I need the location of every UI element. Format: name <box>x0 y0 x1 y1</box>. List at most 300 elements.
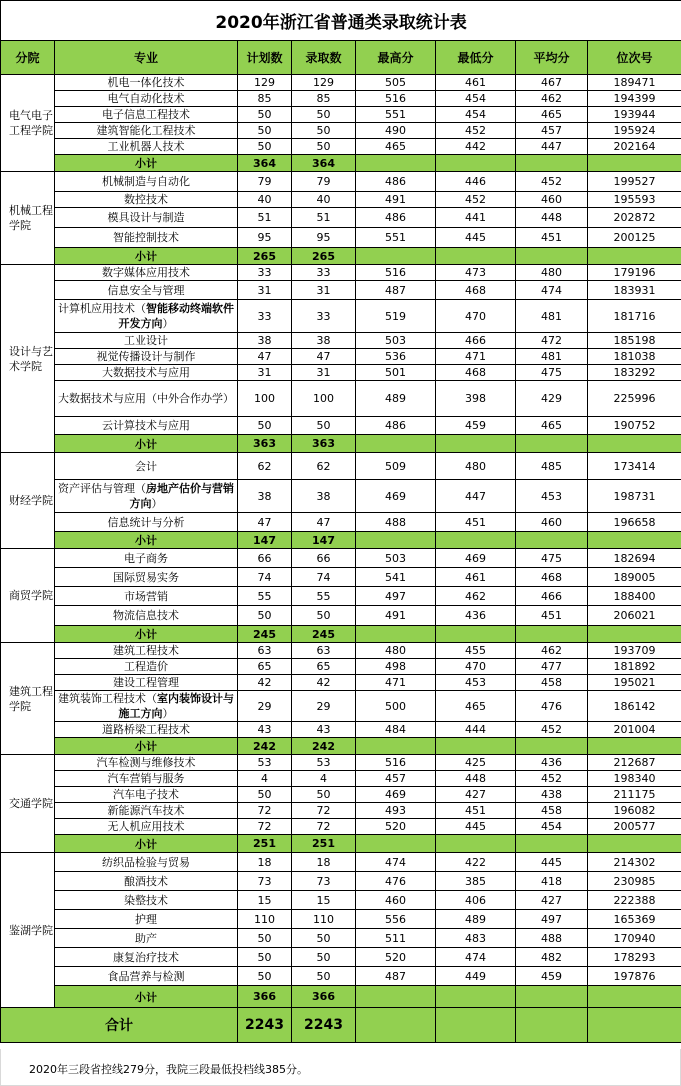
header-max-score: 最高分 <box>356 41 436 75</box>
table-row <box>1 228 681 248</box>
plan-count: 79 <box>238 172 292 192</box>
major-name-text: 新能源汽车技术 <box>107 804 185 817</box>
admitted-count: 55 <box>292 587 356 606</box>
rank-number: 202872 <box>588 208 681 228</box>
major-name-text: 酿酒技术 <box>124 874 168 888</box>
table-title: 2020年浙江省普通类录取统计表 <box>1 1 681 41</box>
major-name-text: 智能控制技术 <box>113 231 179 244</box>
avg-score: 497 <box>516 910 588 929</box>
rank-number: 170940 <box>588 929 681 948</box>
admitted-count: 50 <box>292 787 356 803</box>
major-name-text: 电子信息工程技术 <box>102 108 190 121</box>
plan-count: 15 <box>238 891 292 910</box>
table-row <box>1 513 681 532</box>
subtotal-empty <box>588 738 681 755</box>
major-name-text: 建设工程管理 <box>113 676 179 689</box>
subtotal-empty <box>516 835 588 853</box>
admitted-count: 33 <box>292 265 356 281</box>
rank-number: 197876 <box>588 967 681 986</box>
table-row <box>1 549 681 568</box>
major-name <box>55 365 238 381</box>
avg-score: 457 <box>516 123 588 139</box>
subtotal-empty <box>516 435 588 453</box>
table-row <box>1 172 681 192</box>
max-score: 488 <box>356 513 436 532</box>
major-name-text: 工业设计 <box>124 334 168 347</box>
subtotal-admitted: 265 <box>292 248 356 265</box>
subtotal-admitted: 366 <box>292 986 356 1008</box>
plan-count: 129 <box>238 75 292 91</box>
subtotal-row <box>1 435 681 453</box>
avg-score: 462 <box>516 91 588 107</box>
min-score: 436 <box>436 606 516 626</box>
table-row <box>1 349 681 365</box>
rank-number: 200125 <box>588 228 681 248</box>
admitted-count: 110 <box>292 910 356 929</box>
major-name-text: 电子商务 <box>124 551 168 565</box>
subtotal-empty <box>436 738 516 755</box>
plan-count: 50 <box>238 417 292 435</box>
max-score: 469 <box>356 787 436 803</box>
avg-score: 468 <box>516 568 588 587</box>
header-admitted: 录取数 <box>292 41 356 75</box>
min-score: 483 <box>436 929 516 948</box>
min-score: 466 <box>436 333 516 349</box>
major-direction: 室内装饰设计与施工方向 <box>118 692 234 720</box>
major-name <box>55 872 238 891</box>
table-row <box>1 803 681 819</box>
subtotal-admitted: 251 <box>292 835 356 853</box>
major-name-tail: ） <box>162 317 174 330</box>
major-name-text: 工程造价 <box>124 660 168 673</box>
plan-count: 50 <box>238 929 292 948</box>
subtotal-row <box>1 835 681 853</box>
max-score: 476 <box>356 872 436 891</box>
plan-count: 66 <box>238 549 292 568</box>
min-score: 444 <box>436 722 516 738</box>
rank-number: 196082 <box>588 803 681 819</box>
subtotal-label: 小计 <box>55 835 238 853</box>
max-score: 491 <box>356 606 436 626</box>
major-name-text: 汽车营销与服务 <box>107 772 185 785</box>
major-name <box>55 819 238 835</box>
avg-score: 418 <box>516 872 588 891</box>
avg-score: 460 <box>516 513 588 532</box>
table-row <box>1 300 681 333</box>
admitted-count: 50 <box>292 123 356 139</box>
major-name-text: 大数据技术与应用 <box>102 366 190 379</box>
major-name <box>55 910 238 929</box>
major-name-text: 纺织品检验与贸易 <box>102 855 190 869</box>
admitted-count: 47 <box>292 513 356 532</box>
plan-count: 50 <box>238 606 292 626</box>
plan-count: 38 <box>238 480 292 513</box>
major-name-text: 会计 <box>135 459 157 473</box>
table-row <box>1 192 681 208</box>
major-name-text: 信息统计与分析 <box>107 515 185 529</box>
min-score: 462 <box>436 587 516 606</box>
subtotal-empty <box>588 626 681 643</box>
avg-score: 453 <box>516 480 588 513</box>
table-row <box>1 417 681 435</box>
rank-number: 195021 <box>588 675 681 691</box>
min-score: 442 <box>436 139 516 155</box>
major-name-text: 信息安全与管理 <box>107 283 185 297</box>
avg-score: 459 <box>516 967 588 986</box>
admitted-count: 63 <box>292 643 356 659</box>
rank-number: 199527 <box>588 172 681 192</box>
rank-number: 186142 <box>588 691 681 722</box>
table-row <box>1 453 681 480</box>
admitted-count: 29 <box>292 691 356 722</box>
header-plan: 计划数 <box>238 41 292 75</box>
subtotal-empty <box>436 155 516 172</box>
major-name <box>55 643 238 659</box>
avg-score: 476 <box>516 691 588 722</box>
plan-count: 50 <box>238 967 292 986</box>
subtotal-empty <box>588 532 681 549</box>
avg-score: 448 <box>516 208 588 228</box>
admitted-count: 51 <box>292 208 356 228</box>
college-name: 财经学院 <box>1 453 55 549</box>
rank-number: 178293 <box>588 948 681 967</box>
admitted-count: 33 <box>292 300 356 333</box>
major-name <box>55 787 238 803</box>
admitted-count: 50 <box>292 929 356 948</box>
avg-score: 467 <box>516 75 588 91</box>
major-name <box>55 91 238 107</box>
major-name <box>55 75 238 91</box>
admitted-count: 50 <box>292 606 356 626</box>
table-row <box>1 787 681 803</box>
max-score: 519 <box>356 300 436 333</box>
min-score: 445 <box>436 819 516 835</box>
table-row <box>1 929 681 948</box>
max-score: 541 <box>356 568 436 587</box>
max-score: 516 <box>356 755 436 771</box>
major-name-tail: ） <box>162 707 174 720</box>
major-name-tail: ） <box>151 497 163 510</box>
table-row <box>1 381 681 417</box>
admitted-count: 42 <box>292 675 356 691</box>
avg-score: 466 <box>516 587 588 606</box>
min-score: 469 <box>436 549 516 568</box>
max-score: 520 <box>356 819 436 835</box>
plan-count: 43 <box>238 722 292 738</box>
total-row <box>1 1008 681 1043</box>
major-name-text: 汽车电子技术 <box>113 788 179 801</box>
min-score: 448 <box>436 771 516 787</box>
avg-score: 474 <box>516 281 588 300</box>
rank-number: 195924 <box>588 123 681 139</box>
major-name <box>55 722 238 738</box>
max-score: 505 <box>356 75 436 91</box>
admitted-count: 73 <box>292 872 356 891</box>
admitted-count: 50 <box>292 107 356 123</box>
min-score: 451 <box>436 803 516 819</box>
avg-score: 481 <box>516 300 588 333</box>
rank-number: 200577 <box>588 819 681 835</box>
table-row <box>1 771 681 787</box>
max-score: 490 <box>356 123 436 139</box>
min-score: 455 <box>436 643 516 659</box>
major-name <box>55 568 238 587</box>
min-score: 453 <box>436 675 516 691</box>
avg-score: 436 <box>516 755 588 771</box>
plan-count: 33 <box>238 265 292 281</box>
plan-count: 47 <box>238 349 292 365</box>
header-min-score: 最低分 <box>436 41 516 75</box>
plan-count: 53 <box>238 755 292 771</box>
major-direction: 房地产估价与营销方向 <box>129 482 234 510</box>
plan-count: 72 <box>238 803 292 819</box>
subtotal-label: 小计 <box>55 738 238 755</box>
min-score: 452 <box>436 123 516 139</box>
major-name-text: 无人机应用技术 <box>107 820 185 833</box>
subtotal-empty <box>436 626 516 643</box>
table-row <box>1 568 681 587</box>
major-name-text: 食品营养与检测 <box>107 969 185 983</box>
rank-number: 189005 <box>588 568 681 587</box>
admitted-count: 72 <box>292 819 356 835</box>
avg-score: 452 <box>516 771 588 787</box>
max-score: 551 <box>356 107 436 123</box>
admitted-count: 40 <box>292 192 356 208</box>
subtotal-empty <box>356 435 436 453</box>
subtotal-empty <box>436 835 516 853</box>
major-name-text: 市场营销 <box>124 589 168 603</box>
subtotal-row <box>1 532 681 549</box>
avg-score: 472 <box>516 333 588 349</box>
max-score: 503 <box>356 333 436 349</box>
max-score: 551 <box>356 228 436 248</box>
avg-score: 475 <box>516 549 588 568</box>
major-name-text: 道路桥梁工程技术 <box>102 723 190 736</box>
subtotal-empty <box>356 155 436 172</box>
max-score: 501 <box>356 365 436 381</box>
plan-count: 31 <box>238 281 292 300</box>
header-college: 分院 <box>1 41 55 75</box>
header-rank: 位次号 <box>588 41 681 75</box>
total-empty <box>356 1008 436 1043</box>
subtotal-empty <box>356 986 436 1008</box>
rank-number: 214302 <box>588 853 681 872</box>
major-name-text: 机械制造与自动化 <box>102 175 190 188</box>
avg-score: 481 <box>516 349 588 365</box>
subtotal-plan: 366 <box>238 986 292 1008</box>
college-name: 商贸学院 <box>1 549 55 643</box>
avg-score: 465 <box>516 417 588 435</box>
subtotal-empty <box>588 986 681 1008</box>
admitted-count: 15 <box>292 891 356 910</box>
table-row <box>1 967 681 986</box>
major-name-text: 云计算技术与应用 <box>102 419 190 432</box>
subtotal-plan: 364 <box>238 155 292 172</box>
table-row <box>1 691 681 722</box>
plan-count: 4 <box>238 771 292 787</box>
major-name-text: 资产评估与管理（ <box>58 482 146 495</box>
min-score: 385 <box>436 872 516 891</box>
header-row <box>1 41 681 75</box>
rank-number: 198340 <box>588 771 681 787</box>
rank-number: 196658 <box>588 513 681 532</box>
major-name <box>55 691 238 722</box>
max-score: 516 <box>356 265 436 281</box>
table-row <box>1 659 681 675</box>
major-name <box>55 948 238 967</box>
avg-score: 465 <box>516 107 588 123</box>
major-name-text: 建筑智能化工程技术 <box>96 124 196 137</box>
avg-score: 458 <box>516 675 588 691</box>
rank-number: 194399 <box>588 91 681 107</box>
avg-score: 482 <box>516 948 588 967</box>
admitted-count: 85 <box>292 91 356 107</box>
subtotal-empty <box>516 248 588 265</box>
min-score: 445 <box>436 228 516 248</box>
major-name <box>55 453 238 480</box>
max-score: 520 <box>356 948 436 967</box>
major-name-text: 大数据技术与应用（中外合作办学） <box>58 392 234 405</box>
avg-score: 447 <box>516 139 588 155</box>
major-name <box>55 123 238 139</box>
admitted-count: 100 <box>292 381 356 417</box>
min-score: 451 <box>436 513 516 532</box>
rank-number: 193944 <box>588 107 681 123</box>
max-score: 465 <box>356 139 436 155</box>
avg-score: 462 <box>516 643 588 659</box>
footer-note-text: 2020年三段省控线279分，我院三段最低投档线385分。 <box>29 1063 308 1076</box>
subtotal-empty <box>356 248 436 265</box>
subtotal-row <box>1 626 681 643</box>
table-row <box>1 107 681 123</box>
max-score: 460 <box>356 891 436 910</box>
plan-count: 38 <box>238 333 292 349</box>
table-row <box>1 872 681 891</box>
rank-number: 202164 <box>588 139 681 155</box>
avg-score: 438 <box>516 787 588 803</box>
rank-number: 181038 <box>588 349 681 365</box>
rank-number: 183292 <box>588 365 681 381</box>
major-name <box>55 853 238 872</box>
major-name <box>55 891 238 910</box>
rank-number: 165369 <box>588 910 681 929</box>
subtotal-label: 小计 <box>55 155 238 172</box>
college-name: 机械工程学院 <box>1 172 55 265</box>
header-avg-score: 平均分 <box>516 41 588 75</box>
rank-number: 193709 <box>588 643 681 659</box>
min-score: 468 <box>436 365 516 381</box>
table-row <box>1 853 681 872</box>
subtotal-plan: 265 <box>238 248 292 265</box>
admitted-count: 50 <box>292 948 356 967</box>
rank-number: 206021 <box>588 606 681 626</box>
major-name-text: 物流信息技术 <box>113 609 179 622</box>
table-row <box>1 587 681 606</box>
rank-number: 225996 <box>588 381 681 417</box>
table-row <box>1 755 681 771</box>
min-score: 441 <box>436 208 516 228</box>
subtotal-empty <box>588 835 681 853</box>
plan-count: 85 <box>238 91 292 107</box>
admitted-count: 43 <box>292 722 356 738</box>
major-name <box>55 803 238 819</box>
plan-count: 31 <box>238 365 292 381</box>
major-name-text: 模具设计与制造 <box>107 211 185 224</box>
plan-count: 47 <box>238 513 292 532</box>
table-row <box>1 722 681 738</box>
rank-number: 188400 <box>588 587 681 606</box>
major-name <box>55 265 238 281</box>
avg-score: 427 <box>516 891 588 910</box>
min-score: 470 <box>436 300 516 333</box>
min-score: 489 <box>436 910 516 929</box>
min-score: 425 <box>436 755 516 771</box>
plan-count: 65 <box>238 659 292 675</box>
major-name-text: 汽车检测与维修技术 <box>96 756 196 769</box>
subtotal-empty <box>516 738 588 755</box>
min-score: 406 <box>436 891 516 910</box>
subtotal-admitted: 363 <box>292 435 356 453</box>
total-admitted: 2243 <box>292 1008 356 1043</box>
admitted-count: 18 <box>292 853 356 872</box>
table-row <box>1 910 681 929</box>
avg-score: 460 <box>516 192 588 208</box>
min-score: 398 <box>436 381 516 417</box>
max-score: 498 <box>356 659 436 675</box>
subtotal-label: 小计 <box>55 532 238 549</box>
max-score: 491 <box>356 192 436 208</box>
rank-number: 230985 <box>588 872 681 891</box>
subtotal-empty <box>356 738 436 755</box>
plan-count: 40 <box>238 192 292 208</box>
total-empty <box>516 1008 588 1043</box>
rank-number: 189471 <box>588 75 681 91</box>
plan-count: 100 <box>238 381 292 417</box>
major-name <box>55 139 238 155</box>
subtotal-empty <box>516 532 588 549</box>
plan-count: 29 <box>238 691 292 722</box>
major-name <box>55 513 238 532</box>
subtotal-empty <box>436 435 516 453</box>
subtotal-empty <box>588 248 681 265</box>
major-name-text: 数控技术 <box>124 193 168 206</box>
major-name-text: 数字媒体应用技术 <box>102 266 190 279</box>
admitted-count: 4 <box>292 771 356 787</box>
table-row <box>1 265 681 281</box>
major-name-text: 电气自动化技术 <box>107 92 185 105</box>
college-name: 鉴湖学院 <box>1 853 55 1008</box>
rank-number: 198731 <box>588 480 681 513</box>
admitted-count: 72 <box>292 803 356 819</box>
max-score: 484 <box>356 722 436 738</box>
admitted-count: 31 <box>292 365 356 381</box>
subtotal-empty <box>516 986 588 1008</box>
subtotal-empty <box>436 248 516 265</box>
min-score: 480 <box>436 453 516 480</box>
subtotal-empty <box>516 155 588 172</box>
major-name-text: 建筑工程技术 <box>113 644 179 657</box>
avg-score: 451 <box>516 228 588 248</box>
plan-count: 110 <box>238 910 292 929</box>
avg-score: 480 <box>516 265 588 281</box>
plan-count: 62 <box>238 453 292 480</box>
major-name <box>55 333 238 349</box>
admitted-count: 62 <box>292 453 356 480</box>
avg-score: 445 <box>516 853 588 872</box>
major-name <box>55 967 238 986</box>
subtotal-empty <box>436 986 516 1008</box>
min-score: 422 <box>436 853 516 872</box>
